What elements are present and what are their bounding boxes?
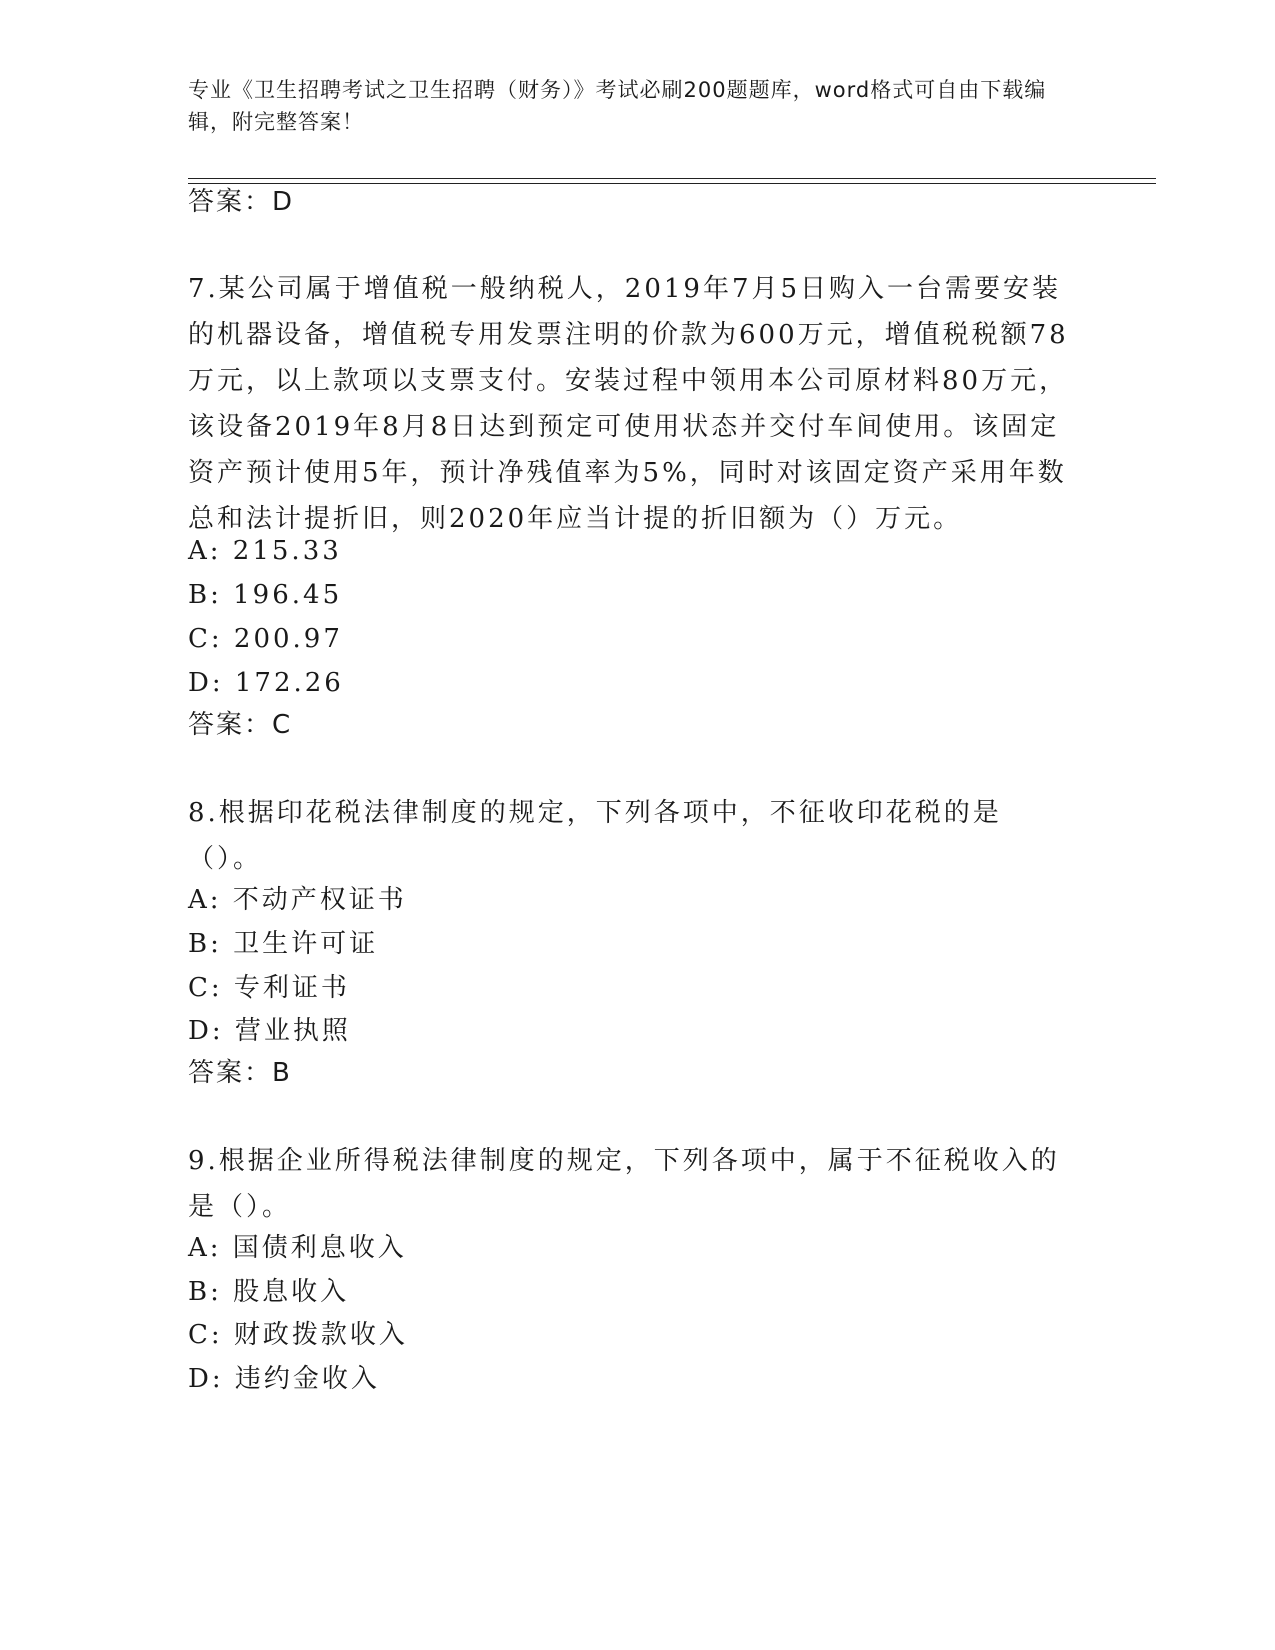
question-9-option-d: D: 违约金收入: [188, 1364, 380, 1394]
header-divider-top: [188, 178, 1156, 179]
question-9-option-c: C: 财政拨款收入: [188, 1320, 408, 1350]
question-9-option-b: B: 股息收入: [188, 1277, 350, 1307]
question-7-option-d: D: 172.26: [188, 668, 344, 698]
question-7-text: 7.某公司属于增值税一般纳税人，2019年7月5日购入一台需要安装的机器设备，增值税专用发票注明的价款为600万元，增值税税额78万元，以上款项以支票支付。安装过程中领用本公司原材料80万元，该设备2019年8月8日达到预定可使用状态并交付车间使用。该固定资产预计使用5年，预计净残值率为5%，同时对该固定资产采用年数总和法计提折旧，则2020年应当计提的折旧额为（）万元。: [188, 274, 1069, 534]
question-9-text: 9.根据企业所得税法律制度的规定，下列各项中，属于不征税收入的是（）。: [188, 1146, 1060, 1222]
question-8-option-b: B: 卫生许可证: [188, 929, 379, 959]
question-8-option-a: A: 不动产权证书: [188, 885, 407, 915]
question-8-answer: 答案：B: [188, 1058, 292, 1088]
question-7-option-b: B: 196.45: [188, 580, 343, 610]
header-divider-bottom: [188, 183, 1156, 184]
question-8-option-c: C: 专利证书: [188, 973, 350, 1003]
question-8-option-d: D: 营业执照: [188, 1016, 351, 1046]
question-8-text: 8.根据印花税法律制度的规定，下列各项中，不征收印花税的是（）。: [188, 798, 1002, 874]
document-header: 专业《卫生招聘考试之卫生招聘（财务）》考试必刷200题题库，word格式可自由下载编辑，附完整答案！: [188, 78, 1047, 134]
question-7-answer: 答案：C: [188, 710, 293, 740]
question-9-option-a: A: 国债利息收入: [188, 1233, 407, 1263]
question-7-option-a: A: 215.33: [188, 536, 342, 566]
previous-answer: 答案：D: [188, 187, 295, 217]
question-7-option-c: C: 200.97: [188, 624, 343, 654]
